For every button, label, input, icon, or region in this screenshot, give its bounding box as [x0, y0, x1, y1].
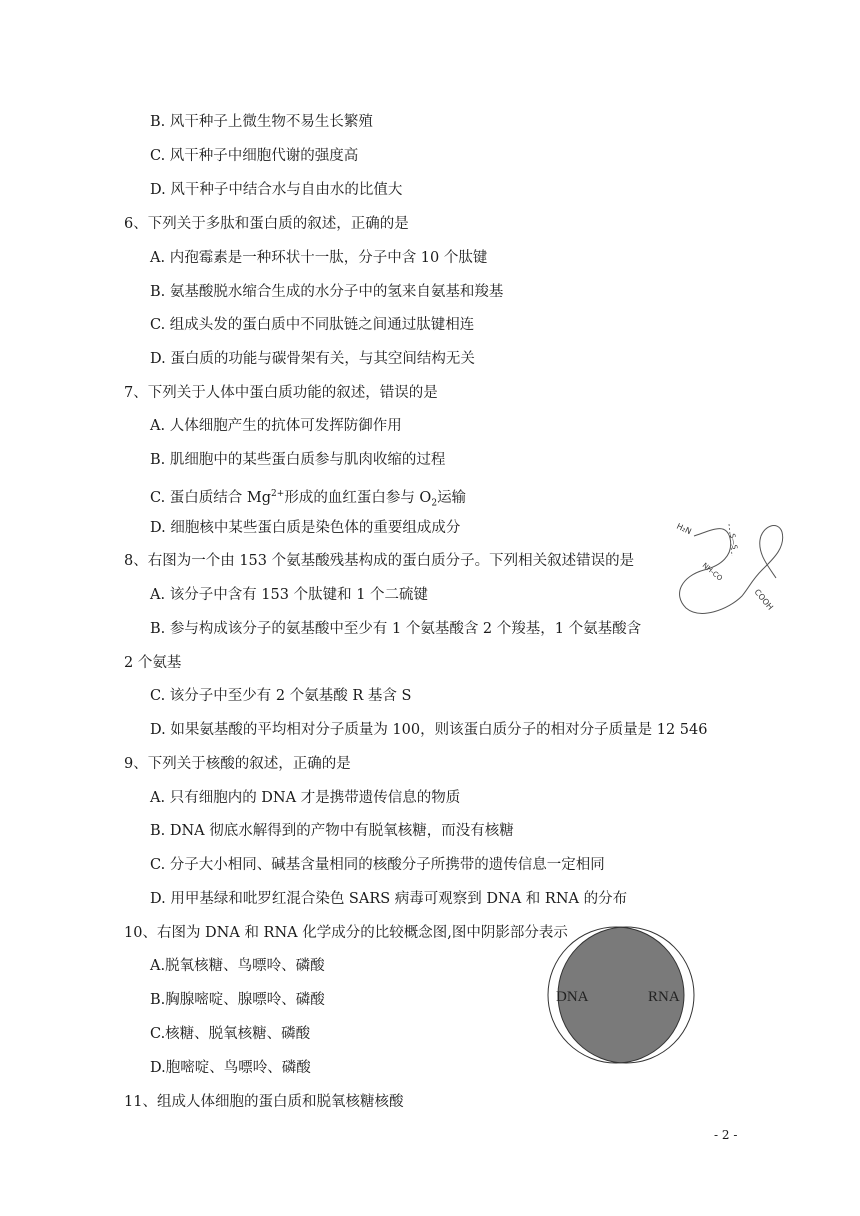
question-6: 6、下列关于多肽和蛋白质的叙述，正确的是: [124, 216, 409, 232]
question-10-option-c: C.核糖、脱氧核糖、磷酸: [150, 1026, 311, 1042]
peptide-bond-label: NH-CO: [700, 561, 724, 583]
question-10-option-d: D.胞嘧啶、鸟嘌呤、磷酸: [150, 1060, 311, 1076]
question-9-option-c: C. 分子大小相同、碱基含量相同的核酸分子所携带的遗传信息一定相同: [150, 857, 605, 873]
question-7-option-a: A. 人体细胞产生的抗体可发挥防御作用: [150, 418, 402, 434]
disulfide-label: S—S: [728, 532, 739, 550]
question-10-option-b: B.胸腺嘧啶、腺嘌呤、磷酸: [150, 992, 325, 1008]
option-d: D. 风干种子中结合水与自由水的比值大: [150, 182, 403, 198]
question-9-option-d: D. 用甲基绿和吡罗红混合染色 SARS 病毒可观察到 DNA 和 RNA 的分布: [150, 891, 628, 907]
q7c-part1: C. 蛋白质结合 Mg: [150, 489, 272, 506]
question-6-option-b: B. 氨基酸脱水缩合生成的水分子中的氢来自氨基和羧基: [150, 284, 504, 300]
question-9: 9、下列关于核酸的叙述，正确的是: [124, 756, 351, 772]
question-8-option-b: B. 参与构成该分子的氨基酸中至少有 1 个氨基酸含 2 个羧基，1 个氨基酸含: [150, 621, 642, 637]
question-8-option-a: A. 该分子中含有 153 个肽键和 1 个二硫键: [150, 587, 429, 603]
question-10: 10、右图为 DNA 和 RNA 化学成分的比较概念图,图中阴影部分表示: [124, 925, 568, 941]
q7c-superscript: 2+: [271, 489, 285, 499]
question-8: 8、右图为一个由 153 个氨基酸残基构成的蛋白质分子。下列相关叙述错误的是: [124, 553, 635, 569]
question-6-option-d: D. 蛋白质的功能与碳骨架有关，与其空间结构无关: [150, 351, 475, 367]
page-number: - 2 -: [714, 1128, 738, 1142]
option-c: C. 风干种子中细胞代谢的强度高: [150, 148, 359, 164]
question-6-option-a: A. 内孢霉素是一种环状十一肽，分子中含 10 个肽键: [150, 250, 488, 266]
question-7: 7、下列关于人体中蛋白质功能的叙述，错误的是: [124, 385, 438, 401]
question-10-option-a: A.脱氧核糖、鸟嘌呤、磷酸: [150, 958, 325, 974]
question-6-option-c: C. 组成头发的蛋白质中不同肽链之间通过肽键相连: [150, 317, 475, 333]
h2n-label: H₂N: [675, 521, 693, 537]
question-7-option-d: D. 细胞核中某些蛋白质是染色体的重要组成成分: [150, 520, 461, 536]
question-9-option-a: A. 只有细胞内的 DNA 才是携带遗传信息的物质: [150, 790, 461, 806]
question-7-option-c: [150, 484, 466, 514]
question-11: 11、组成人体细胞的蛋白质和脱氧核糖核酸: [124, 1094, 404, 1110]
q7c-subscript: 2: [431, 498, 438, 509]
dna-rna-venn-diagram: [546, 925, 696, 1065]
q7c-part2: 形成的血红蛋白参与 O: [284, 489, 432, 506]
q7c-part3: 运输: [437, 489, 467, 506]
question-8-option-b-continued: 2 个氨基: [124, 655, 182, 671]
venn-dna-label: DNA: [556, 989, 589, 1005]
option-b: B. 风干种子上微生物不易生长繁殖: [150, 114, 373, 130]
venn-rna-label: RNA: [648, 989, 680, 1005]
question-8-option-c: C. 该分子中至少有 2 个氨基酸 R 基含 S: [150, 688, 412, 704]
protein-molecule-figure: [672, 516, 788, 620]
cooh-label: COOH: [752, 587, 775, 612]
question-8-option-d: D. 如果氨基酸的平均相对分子质量为 100，则该蛋白质分子的相对分子质量是 12 546: [150, 722, 708, 738]
question-7-option-b: B. 肌细胞中的某些蛋白质参与肌肉收缩的过程: [150, 452, 446, 468]
question-9-option-b: B. DNA 彻底水解得到的产物中有脱氧核糖，而没有核糖: [150, 823, 514, 839]
